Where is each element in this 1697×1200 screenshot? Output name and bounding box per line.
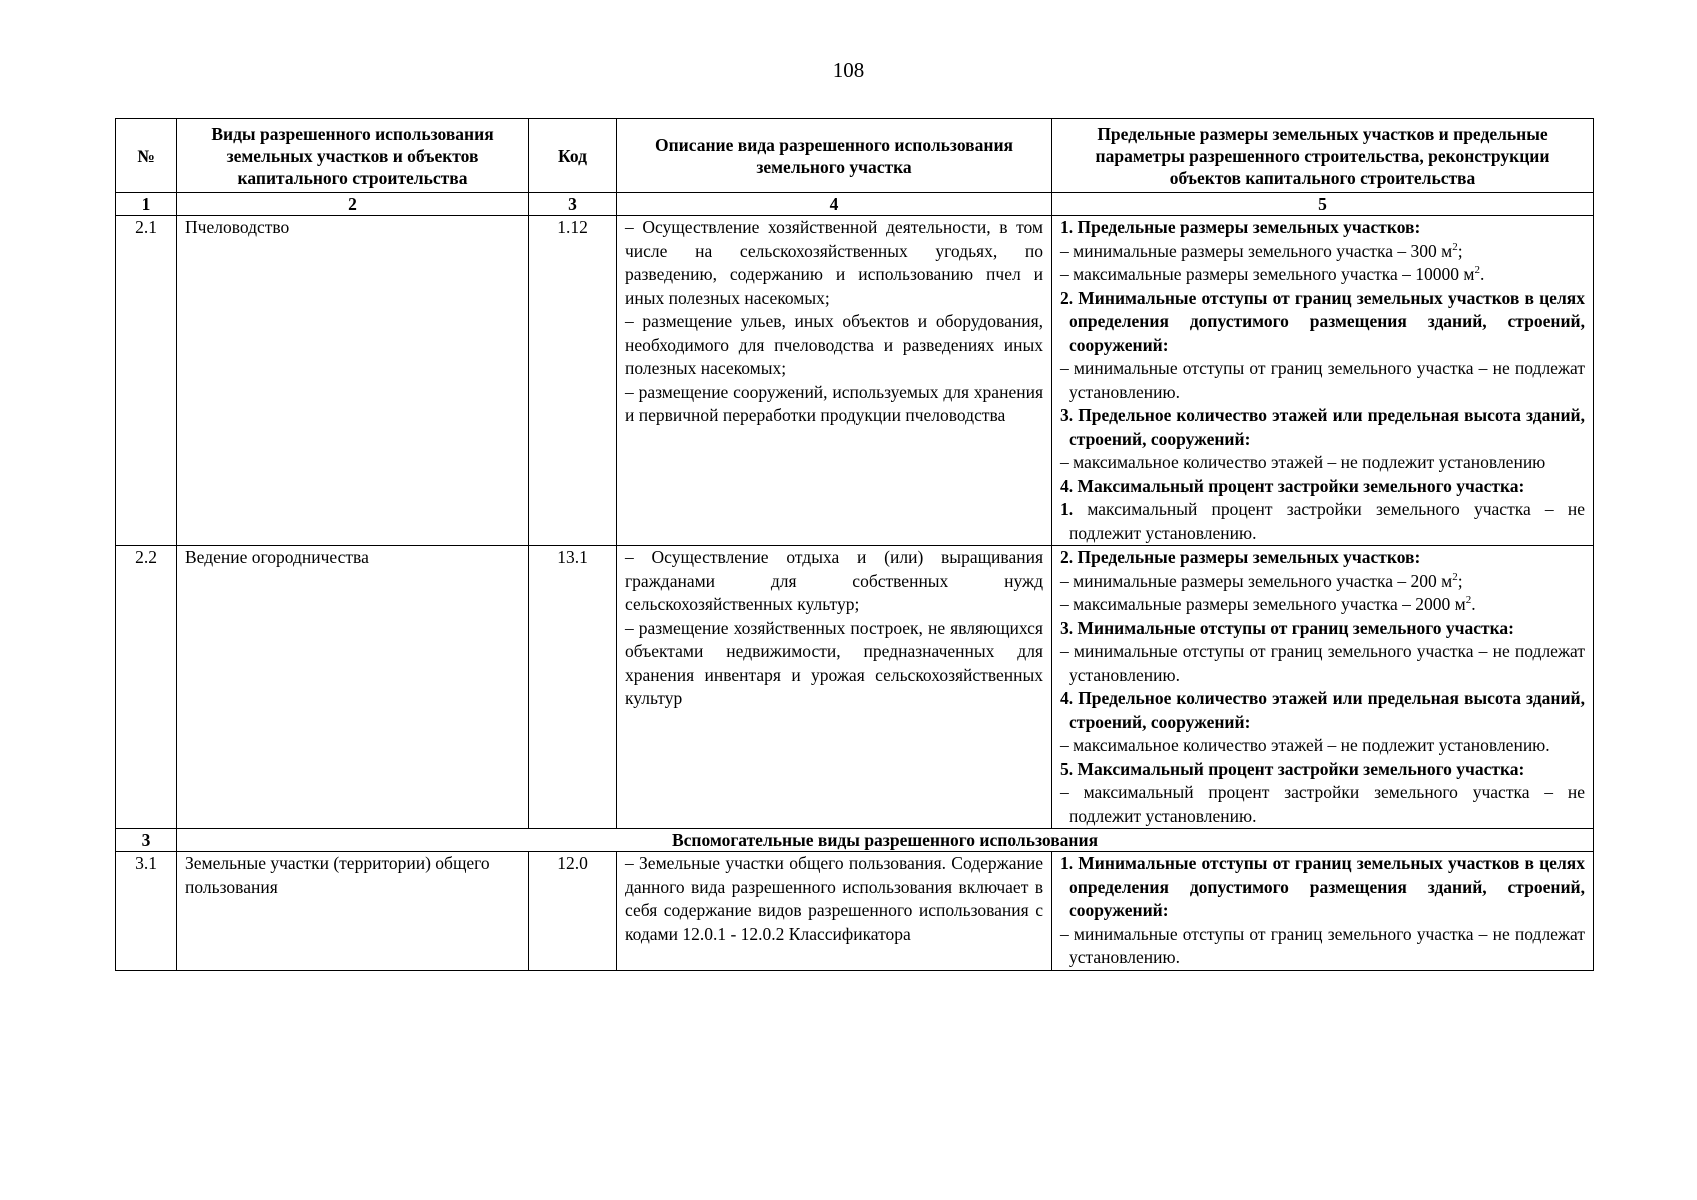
page-number: 108 bbox=[832, 58, 865, 82]
header-parameters: Предельные размеры земельных участков и предельные параметры разрешенного строительства, реконструкции объектов капитального строительства bbox=[1052, 119, 1594, 193]
header-code: Код bbox=[529, 119, 617, 193]
column-number: 5 bbox=[1052, 193, 1594, 216]
param-text: – максимальный процент застройки земельного участка – не подлежит установлению. bbox=[1060, 782, 1585, 826]
table-row bbox=[116, 546, 1594, 829]
row-name: Земельные участки (территории) общего пользования bbox=[177, 852, 529, 971]
row-name: Пчеловодство bbox=[177, 216, 529, 546]
row-description bbox=[617, 216, 1052, 546]
row-description bbox=[617, 546, 1052, 829]
table-row bbox=[116, 852, 1594, 971]
param-heading: 4. Предельное количество этажей или предельная высота зданий, строений, сооружений: bbox=[1060, 688, 1585, 732]
header-num: № bbox=[116, 119, 177, 193]
section-row bbox=[116, 829, 1594, 852]
param-max-size: – максимальные размеры земельного участка – 2000 $м^2$. bbox=[1060, 594, 1476, 614]
description-item: – размещение сооружений, используемых для хранения и первичной переработки продукции пчеловодства bbox=[625, 381, 1043, 425]
header-types: Виды разрешенного использования земельных участков и объектов капитального строительства bbox=[177, 119, 529, 193]
row-parameters bbox=[1052, 216, 1594, 546]
param-heading: 3. Минимальные отступы от границ земельного участка: bbox=[1060, 617, 1514, 638]
description-item: – размещение хозяйственных построек, не являющихся объектами недвижимости, предназначенных для хранения инвентаря и урожая сельскохозяйственных культур bbox=[625, 617, 1043, 708]
param-text: – минимальные отступы от границ земельного участка – не подлежат установлению. bbox=[1060, 358, 1585, 402]
column-number: 4 bbox=[617, 193, 1052, 216]
row-parameters bbox=[1052, 546, 1594, 829]
row-number: 2.2 bbox=[116, 546, 177, 829]
param-heading: 1. Предельные размеры земельных участков: bbox=[1060, 217, 1421, 237]
param-text: – максимальное количество этажей – не подлежит установлению. bbox=[1060, 735, 1550, 755]
param-text: – максимальное количество этажей – не подлежит установлению bbox=[1060, 452, 1546, 472]
row-number: 2.1 bbox=[116, 216, 177, 546]
section-number: 3 bbox=[116, 829, 177, 852]
description-item: – Земельные участки общего пользования. Содержание данного вида разрешенного использования включает в себя содержание видов разрешенного использования с кодами 12.0.1 - 12.0.2 Классификатора bbox=[625, 853, 1043, 944]
table-header-row bbox=[116, 119, 1594, 193]
column-numbers-row bbox=[116, 193, 1594, 216]
param-heading: 5. Максимальный процент застройки земельного участка: bbox=[1060, 758, 1525, 779]
param-min-size: – минимальные размеры земельного участка – 300 $м^2$; bbox=[1060, 240, 1463, 261]
table-row bbox=[116, 216, 1594, 546]
row-code: 1.12 bbox=[529, 216, 617, 546]
param-heading: 1. Минимальные отступы от границ земельных участков в целях определения допустимого размещения зданий, строений, сооружений: bbox=[1060, 853, 1585, 920]
row-code: 13.1 bbox=[529, 546, 617, 829]
param-heading: 3. Предельное количество этажей или предельная высота зданий, строений, сооружений: bbox=[1060, 405, 1585, 449]
param-text: – минимальные отступы от границ земельного участка – не подлежат установлению. bbox=[1060, 923, 1585, 967]
param-text: 1. максимальный процент застройки земельного участка – не подлежит установлению. bbox=[1060, 499, 1585, 543]
param-text: – минимальные отступы от границ земельного участка – не подлежат установлению. bbox=[1060, 641, 1585, 685]
description-item: – Осуществление отдыха и (или) выращивания гражданами для собственных нужд сельскохозяйственных культур; bbox=[625, 547, 1043, 614]
header-description: Описание вида разрешенного использования земельного участка bbox=[617, 119, 1052, 193]
section-title: Вспомогательные виды разрешенного использования bbox=[177, 829, 1594, 852]
row-number: 3.1 bbox=[116, 852, 177, 971]
param-max-size: – максимальные размеры земельного участка – 10000 $м^2$. bbox=[1060, 264, 1485, 284]
row-description bbox=[617, 852, 1052, 971]
column-number: 1 bbox=[116, 193, 177, 216]
description-item: – размещение ульев, иных объектов и оборудования, необходимого для пчеловодства и разведениях иных полезных насекомых; bbox=[625, 311, 1043, 378]
column-number: 2 bbox=[177, 193, 529, 216]
land-use-table bbox=[115, 118, 1594, 971]
row-parameters bbox=[1052, 852, 1594, 971]
description-item: – Осуществление хозяйственной деятельности, в том числе на сельскохозяйственных угодьях, по разведению, содержанию и использованию пчел и иных полезных насекомых; bbox=[625, 217, 1043, 308]
row-code: 12.0 bbox=[529, 852, 617, 971]
param-heading: 2. Предельные размеры земельных участков: bbox=[1060, 547, 1421, 567]
param-min-size: – минимальные размеры земельного участка – 200 $м^2$; bbox=[1060, 570, 1463, 591]
param-heading: 2. Минимальные отступы от границ земельных участков в целях определения допустимого размещения зданий, строений, сооружений: bbox=[1060, 287, 1585, 355]
row-name: Ведение огородничества bbox=[177, 546, 529, 829]
column-number: 3 bbox=[529, 193, 617, 216]
param-heading: 4. Максимальный процент застройки земельного участка: bbox=[1060, 475, 1525, 496]
